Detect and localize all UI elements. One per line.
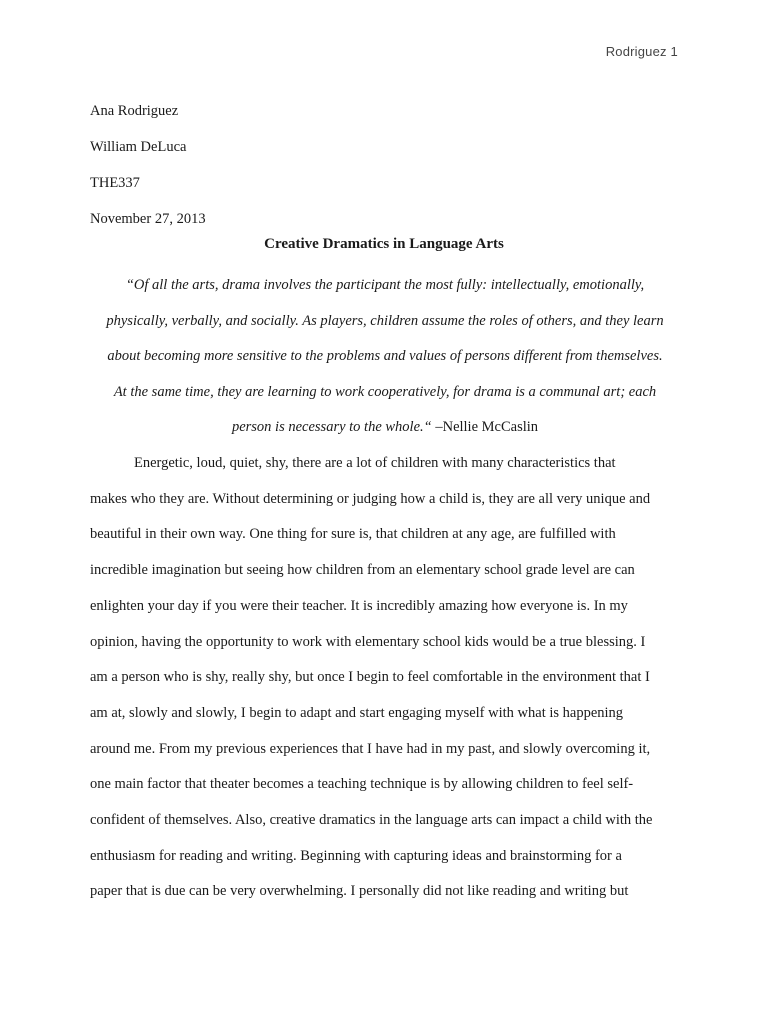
body-line: one main factor that theater becomes a teaching technique is by allowing children to feel self- — [90, 776, 634, 793]
body-line: around me. From my previous experiences that I have had in my past, and slowly overcoming it, — [90, 740, 651, 757]
body-line: enthusiasm for reading and writing. Beginning with capturing ideas and brainstorming for a — [90, 847, 622, 864]
body-line: beautiful in their own way. One thing for sure is, that children at any age, are fulfilled with — [90, 526, 616, 543]
body-line: incredible imagination but seeing how children from an elementary school grade level are can — [90, 562, 635, 579]
body-line: opinion, having the opportunity to work with elementary school kids would be a true blessing. I — [90, 633, 646, 650]
body-line: makes who they are. Without determining or judging how a child is, they are all very unique and — [90, 490, 651, 507]
course-code: THE337 — [90, 175, 140, 191]
epigraph-line: about becoming more sensitive to the problems and values of persons different from themselves. — [107, 348, 663, 364]
student-name: Ana Rodriguez — [90, 103, 179, 119]
body-line: confident of themselves. Also, creative dramatics in the language arts can impact a child with the — [90, 812, 653, 829]
epigraph-last-line — [90, 410, 680, 446]
body-line: am a person who is shy, really shy, but once I begin to feel comfortable in the environment that I — [90, 669, 650, 686]
epigraph-line: person is necessary to the whole.“ — [231, 419, 432, 435]
mla-heading — [90, 93, 206, 237]
paper-date: November 27, 2013 — [90, 211, 206, 227]
epigraph — [90, 268, 680, 446]
paper-title: Creative Dramatics in Language Arts — [264, 236, 504, 252]
epigraph-line: physically, verbally, and socially. As players, children assume the roles of others, and they learn — [106, 312, 664, 329]
body-paragraph — [90, 446, 680, 910]
body-line: enlighten your day if you were their teacher. It is incredibly amazing how everyone is. In my — [90, 597, 628, 614]
epigraph-attribution: –Nellie McCaslin — [431, 419, 539, 435]
running-head: Rodriguez 1 — [605, 44, 678, 59]
body-line: am at, slowly and slowly, I begin to adapt and start engaging myself with what is happening — [90, 704, 624, 721]
epigraph-line: “Of all the arts, drama involves the participant the most fully: intellectually, emotionally, — [125, 277, 645, 293]
body-line: Energetic, loud, quiet, shy, there are a lot of children with many characteristics that — [134, 455, 616, 471]
instructor-name: William DeLuca — [90, 139, 187, 155]
body-line: paper that is due can be very overwhelming. I personally did not like reading and writing but — [90, 883, 629, 900]
epigraph-line: At the same time, they are learning to work cooperatively, for drama is a communal art; each — [113, 383, 657, 400]
